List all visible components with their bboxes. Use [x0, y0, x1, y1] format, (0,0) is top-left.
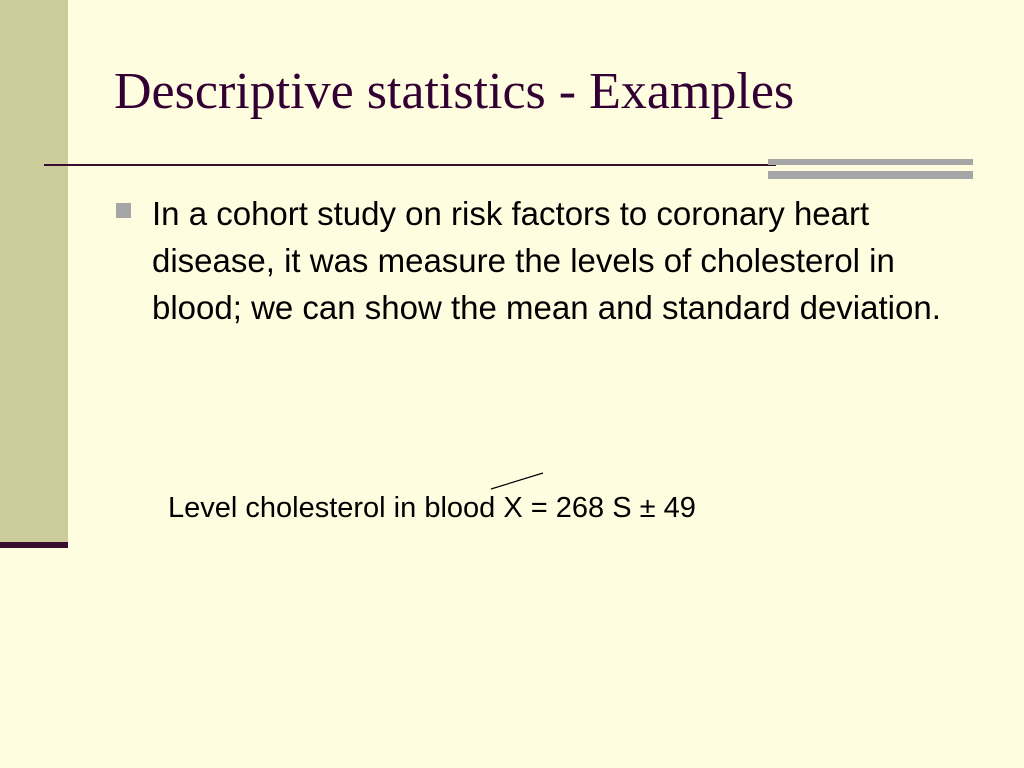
bullet-text: In a cohort study on risk factors to coronary heart disease, it was measure the levels of cholesterol in blood; we can show the mean and standard deviation.: [152, 195, 941, 326]
mean-value: = 268: [530, 492, 605, 524]
side-band-accent: [0, 542, 68, 548]
standard-deviation: S ± 49: [612, 492, 696, 524]
mean-symbol: [503, 488, 522, 528]
title-rule-accent-top: [768, 159, 973, 165]
bullet-square-icon: [116, 203, 131, 218]
slide-title: Descriptive statistics - Examples: [114, 63, 795, 120]
side-band: [0, 0, 68, 544]
mean-symbol-letter: X: [503, 492, 523, 524]
title-rule-accent-bottom: [768, 171, 973, 179]
statistic-label: Level cholesterol in blood: [168, 492, 496, 524]
title-rule: [44, 164, 776, 166]
statistic-line: [168, 488, 696, 528]
mean-bar-mark: [491, 470, 545, 490]
